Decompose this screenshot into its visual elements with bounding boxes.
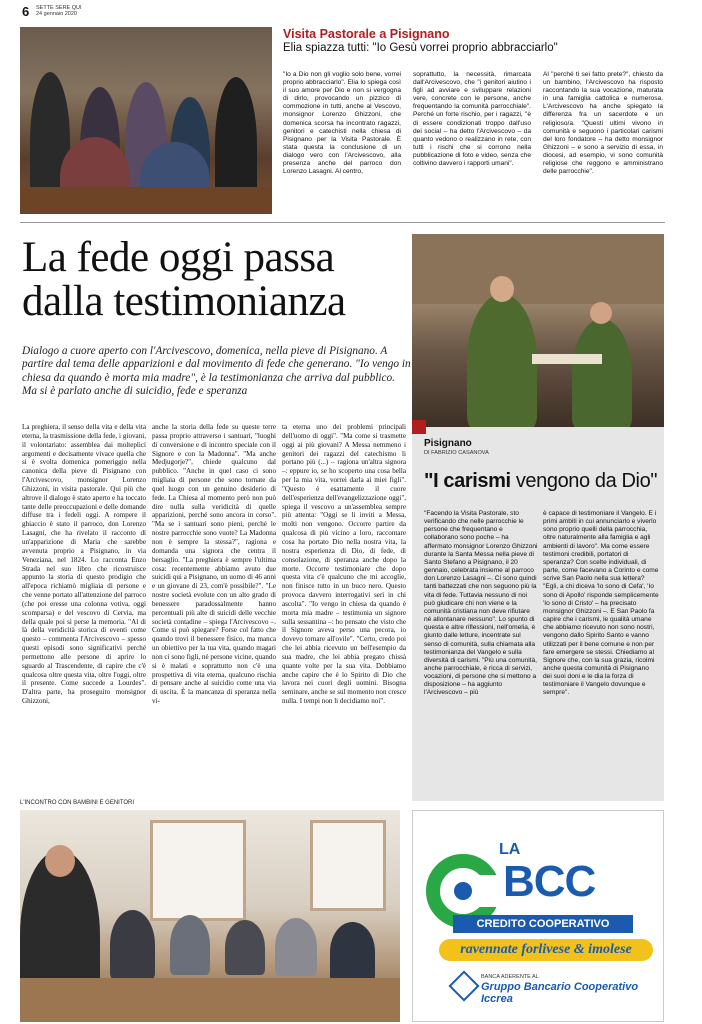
bcc-advertisement[interactable] (412, 810, 664, 1022)
sidebar-kicker: Pisignano (424, 438, 472, 449)
sidebar-title-tail: vengono da Dio" (510, 470, 658, 492)
bcc-la-text: LA (499, 841, 521, 858)
meeting-photo (20, 810, 400, 1022)
paper-name: SETTE SERE QUI (36, 5, 82, 11)
headline-line1: La fede oggi passa (22, 234, 335, 281)
bcc-tagline: ravennate forlivese & imolese (460, 942, 632, 957)
photo-caption: L'INCONTRO CON BAMBINI E GENITORI (20, 800, 135, 806)
main-body-col1: La preghiera, il senso della vita e della vita eterna, la trasmissione della fede, i giovani, il volontariato: assemblea dai molteplici argomenti e decisamente vivace quella che si è svolta domenica pomeriggio nella canonica della pieve di Pisignano con l'Arcivescovo, monsignor Lorenzo Ghizzoni, in visita pastorale. Qui più che altrove il dialogo è stato aperto e ha toccato tante delle preoccupazioni e delle domande diffuse tra i fedeli oggi. A rompere il ghiaccio è stato il parroco, don Lorenzo Lasagni, che ha rivelato il racconto di un'apparizione di Maria che sarebbe avvenuta proprio a Pisignano, in via Veneziana, nel 1824. Lo racconta Enzo Strada nel suo libro che ricostruisce appunto la storia di questo prodigio che all'epoca richiamò migliaia di persone e che venne portato all'attenzione del parroco (che poi eresse una colonna votiva, oggi scomparsa) e del vescovo di Cervia, ma della quale poi si perse la memoria. "Al di là della veridicità storica di eventi come questo – commenta l'Arcivescovo – spesso questi episodi sono significativi perché permettono alle persone di aprire lo sguardo al Trascendente, di capire che c'è qualcosa oltre questa vita, oltre l'oggi, oltre il presente. Come succede a Lourdes". D'altra parte, ha proseguito monsignor Ghizzoni, (22, 423, 146, 706)
red-marker (412, 420, 426, 434)
page-number: 6 (22, 4, 30, 19)
sidebar-col2: è capace di testimoniare il Vangelo. E i primi ambiti in cui annunciarlo e viverlo sono proprio quelli della parrocchia, oltre naturalmente alla famiglia e agli ambienti di lavoro". Ma come essere testimoni credibili, portatori di speranza? Con scelte individuali, di parte, come facevano a Corinto e come scrive San Paolo nella sua lettera? "Egli, a chi diceva 'Io sono di Cefa', 'Io sono di Apollo' risponde semplicemente 'Io sono di Cristo' – ha precisato monsignor Ghizzoni –. E San Paolo fa capire che i carismi, le qualità umane che abbiamo ricevuto non sono nostri, vengono dallo Spirito Santo e vanno utilizzati per il bene comune e non per fare emergere se stessi. Chiediamo al Signore che, con la sua grazia, ricolmi anche questa comunità di Pisignano dei suoi doni e le dia la forza di testimoniare il Vangelo dovunque e sempre". (543, 510, 659, 697)
priest-photo (412, 234, 664, 427)
main-body-col3: ta eterna uno dei problemi principali dell'uomo di oggi". "Ma come si trasmette oggi ai più giovani? A Messa nemmeno i genitori dei ragazzi del catechismo li portano più (...) – ragiona un'altra signora –: eppure io, se ho scoperto una cosa bella per la mia vita, vorrei darla ai miei figli". "Questo è esattamente il cuore dell'esperienza dell'evangelizzazione oggi", spiega il vescovo a un'assemblea sempre più attenta: "Oggi se li inviti a Messa, molti non vengono. Occorre partire da qualcosa di più vicino a loro, raccontare cosa ha portato Dio nella nostra vita, la nostra esperienza di Dio, di fede, di consolazione, di speranza anche dopo la morte. Occorre testimoniare che dopo questa vita c'è qualcuno che mi accoglie, non finisce tutto in un buco nero. Questo provoca davvero interrogativi seri in chi ascolta". "Io vengo in chiesa da quando è morta mia madre – testimonia un signore sulla sessantina –: ho pensato che visto che il Signore aveva perso una pecora, io dovevo tornare all'ovile". "Certo, credo poi che lei abbia ricevuto un bell'esempio da sua madre, che lei abbia pregato chissà quante volte per la sua vita. Dobbiamo anche capire che è lo Spirito di Dio che lavora nei cuori degli uomini. Bisogna seminare, anche se sul momento non cresce nulla. I tempi non li decidiamo noi". (282, 423, 406, 706)
group-photo (20, 27, 272, 214)
iccrea-diamond-icon (448, 970, 479, 1001)
sidebar-title (424, 470, 657, 493)
sidebar-title-lead: "I carismi (424, 470, 511, 492)
section-divider (20, 222, 665, 223)
issue-date: 24 gennaio 2020 (36, 11, 77, 17)
top-story-col3: Al "perché ti sei fatto prete?", chiesto da un bambino, l'Arcivescovo ha risposto raccontando la sua vocazione, maturata in una famiglia cattolica e numerosa. L'Arcivescovo ha anche spiegato la differenza fra un sacerdote e un religioso/a. "Questi ultimi vivono in comunità e seguono i particolari carismi del loro fondatore – ha detto monsignor Ghizzoni – e sono a servizio di essa, in diocesi, ad esempio, vi sono comunità religiose che reggono e amministrano delle parrocchie". (543, 71, 663, 176)
bcc-wordmark: BCC (503, 857, 596, 906)
bcc-group-name: Gruppo Bancario Cooperativo Iccrea (481, 981, 639, 1005)
sidebar-col1: "Facendo la Visita Pastorale, sto verificando che nelle parrocchie le persone che frequentano e collaborano sono poche – ha affermato monsignor Lorenzo Ghizzoni durante la Santa Messa nella pieve di Santo Stefano a Pisignano, il 20 gennaio, celebrata insieme al parroco don Lorenzo Lasagni –. Ci sono quindi tanti battezzati che non seguono più la vita di fede. Tuttavia nessuno di noi può giudicare chi non viene e la comunità cristiana non deve rifiutare né allontanare nessuno". Lo spunto di questa e altre riflessioni, nell'omelia, è giunto dalle letture, incentrate sul senso di comunità, sulla chiamata alla testimonianza del Vangelo e sulla diversità di carismi. "Più una comunità, anche parrocchiale, è ricca di servizi, vocazioni, di persone che si mettono a disposizione – ha aggiunto l'Arcivescovo – più (424, 510, 538, 697)
standfirst: Dialogo a cuore aperto con l'Arcivescovo, domenica, nella pieve di Pisignano. A partire dal tema delle apparizioni e dal movimento di fede che generano. "Io vengo in chiesa da quando è morta mia madre", è la testimonianza che arriva dal pubblico. Ma si è parlato anche di suicidio, fede e speranza (22, 345, 411, 398)
sidebar-byline: DI FABRIZIO CASANOVA (424, 450, 489, 456)
top-story-col2: soprattutto, la necessità, rimarcata dall'Arcivescovo, che "i genitori aiutino i figli ad avviare e sviluppare relazioni vere, concrete con le persone, anche frequentando la comunità parrocchiale". Perché un forte rischio, per i ragazzi, "è di essere condizionati troppo dall'uso dei social – ha detto l'Arcivescovo – da quanto vedono o realizzano in rete, con tutti i rischi che si corrono nella pubblicazione di foto e video, senza che coltivino davvero i rapporti umani". (413, 71, 531, 168)
main-headline (22, 236, 412, 324)
bcc-member-note: BANCA ADERENTE AL (481, 974, 539, 980)
top-story-kicker: Visita Pastorale a Pisignano (283, 27, 450, 41)
top-story-subtitle: Elia spiazza tutti: "Io Gesù vorrei proprio abbracciarlo" (283, 42, 558, 54)
masthead-info (36, 5, 82, 17)
main-body-col2: anche la storia della fede su queste terre passa proprio attraverso i santuari, "luoghi di conversione e di incontro speciale con il Signore e con la Madonna". "Ma anche Medjugorje?", chiede qualcuno dal pubblico. "Anche in quel caso ci sono migliaia di persone che sono tornate da quel luogo con un genuino desiderio di fede. La Chiesa al momento però non può dire nulla sulla veridicità di quelle apparizioni, perché sono ancora in corso". "Ma se i santuari sono pieni, perché le nostre parrocchie sono vuote? La Madonna non è sempre la stessa?", ragiona e domanda una signora che centra il bersaglio. "La preghiera è sempre l'ultima cosa: recentemente abbiamo avuto due suicidi qui a Pisignano, un uomo di 46 anni e un giovane di 23, com'è possibile?". "Le nostre società evolute con un alto grado di benessere paradossalmente hanno percentuali più alte di suicidi delle vecchie società contadine – spiega l'Arcivescovo –. Come si può spiegare? Forse col fatto che quando trovi il benessere fisico, ma manca un obiettivo per la tua vita, quando magari non ci sono figli, né persone vicine, quando si è malati e soprattutto non c'è una prospettiva di vita eterna, qualcuno rischia di pensare anche al suicidio come una via di uscita. È la mancanza di speranza nella vi- (152, 423, 276, 706)
headline-line2: dalla testimonianza (22, 278, 346, 325)
top-story-col1: "Io a Dio non gli voglio solo bene, vorrei proprio abbracciarlo". Elia lo spiega così il suo amore per Dio e non si vergogna di dirlo, provocando un pizzico di commozione in tutti, anche al Vescovo, monsignor Lorenzo Ghizzoni, che domenica scorsa ha incontrato ragazzi, genitori e catechisti nella chiesa di Pisignano per la Visita Pastorale. È stata questa la conclusione di un dialogo vero con l'Arcivescovo, alla presenza anche del parroco don Lorenzo Lasagni. Al centro, (283, 71, 401, 176)
bcc-credito-label: CREDITO COOPERATIVO (453, 915, 633, 933)
